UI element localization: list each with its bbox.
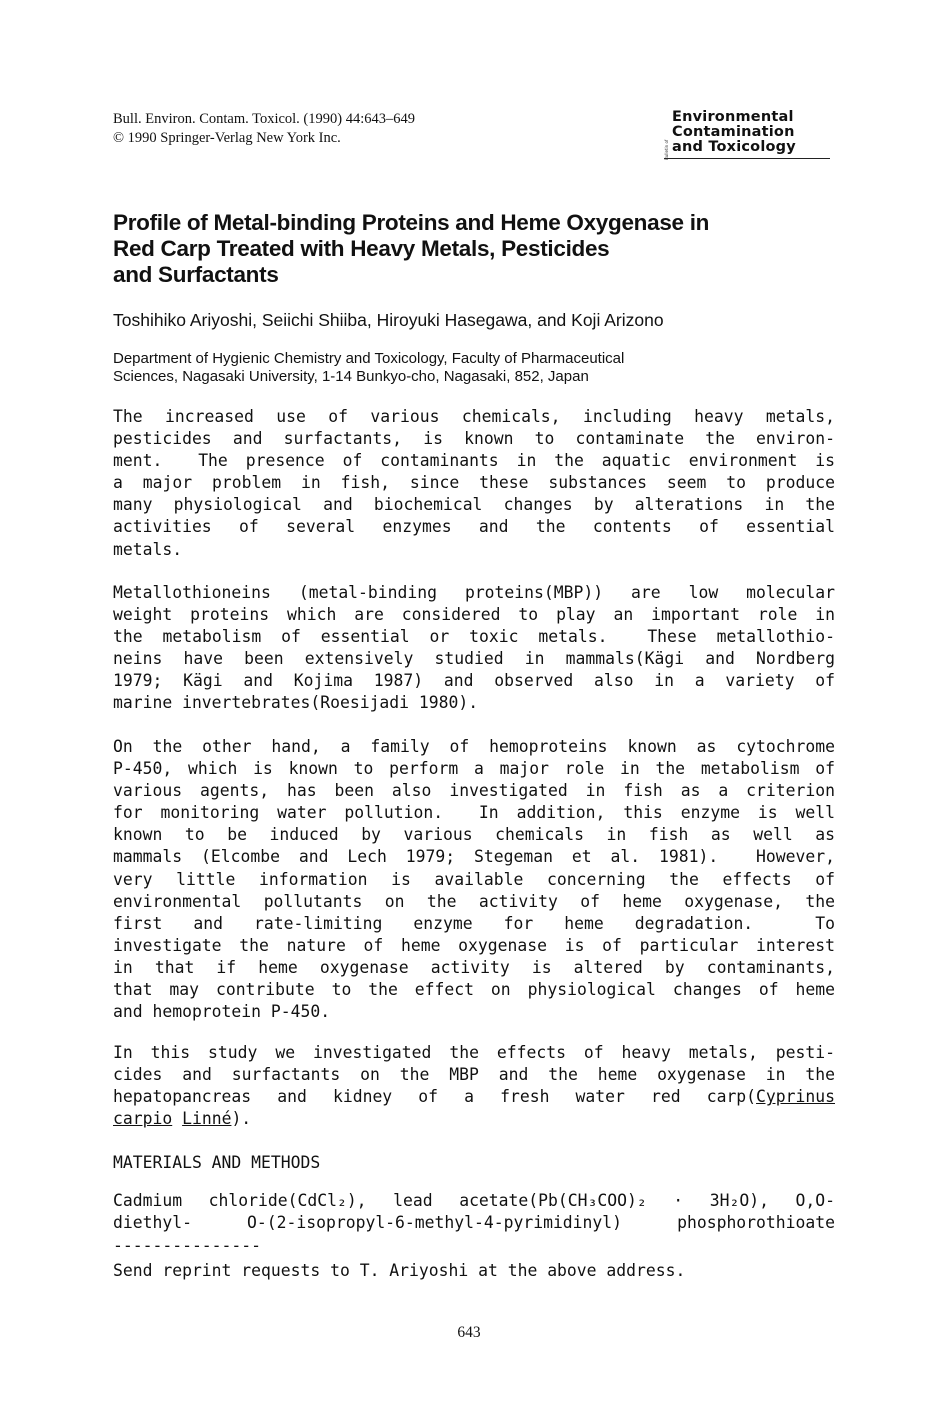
copyright-line: © 1990 Springer-Verlag New York Inc.	[113, 130, 341, 146]
text-line: 1979; Kägi and Kojima 1987) and observed also in a variety of	[113, 671, 835, 691]
text-line: neins have been extensively studied in mammals(Kägi and Nordberg	[113, 649, 835, 669]
text-line: diethyl- O-(2-isopropyl-6-methyl-4-pyrimidinyl) phosphorothioate	[113, 1213, 835, 1233]
title-line: Profile of Metal-binding Proteins and Heme Oxygenase in	[113, 210, 710, 235]
text-line: mammals (Elcombe and Lech 1979; Stegeman et al. 1981). However,	[113, 847, 835, 867]
text-line: P-450, which is known to perform a major role in the metabolism of	[113, 759, 835, 779]
citation-line: Bull. Environ. Contam. Toxicol. (1990) 44:643–649	[113, 111, 415, 127]
section-heading: MATERIALS AND METHODS	[113, 1153, 321, 1172]
affiliation	[113, 350, 833, 386]
title-line: and Surfactants	[113, 262, 279, 287]
intro-paragraph-4	[113, 1042, 835, 1130]
text-line: marine invertebrates(Roesijadi 1980).	[113, 693, 479, 713]
text-line: known to be induced by various chemicals in fish as well as	[113, 825, 835, 845]
text-line: In this study we investigated the effects of heavy metals, pesti-	[113, 1043, 835, 1062]
text-line: first and rate-limiting enzyme for heme degradation. To	[113, 913, 835, 933]
text-line-with-species	[113, 1086, 835, 1108]
text-line: for monitoring water pollution. In addition, this enzyme is well	[113, 803, 835, 823]
author-list: Toshihiko Ariyoshi, Seiichi Shiiba, Hiroyuki Hasegawa, and Koji Arizono	[113, 310, 664, 330]
journal-logo-line: Environmental	[672, 109, 794, 125]
methods-paragraph	[113, 1190, 835, 1234]
journal-logo	[664, 110, 830, 159]
intro-paragraph-3	[113, 736, 835, 1023]
text-line: cides and surfactants on the MBP and the heme oxygenase in the	[113, 1065, 835, 1085]
footnote-text: Send reprint requests to T. Ariyoshi at the above address.	[113, 1261, 686, 1280]
citation-block	[113, 110, 415, 148]
species-author: Linné	[182, 1109, 232, 1129]
text-line: that may contribute to the effect on physiological changes of heme	[113, 980, 835, 1000]
article-title	[113, 210, 833, 288]
text-line: weight proteins which are considered to play an important role in	[113, 605, 835, 625]
text-line: the metabolism of essential or toxic metals. These metallothio-	[113, 627, 835, 647]
title-line: Red Carp Treated with Heavy Metals, Pesticides	[113, 236, 610, 261]
text-line: metals.	[113, 539, 183, 559]
journal-logo-side-text: Bulletin of	[664, 139, 669, 160]
text-line: very little information is available concerning the effects of	[113, 869, 835, 889]
page-number: 643	[457, 1324, 481, 1341]
text-line: Cadmium chloride(CdCl₂), lead acetate(Pb(CH₃COO)₂ · 3H₂O), O,O-	[113, 1191, 835, 1210]
text-line: environmental pollutants on the activity of heme oxygenase, the	[113, 891, 835, 911]
affiliation-line: Department of Hygienic Chemistry and Toxicology, Faculty of Pharmaceutical	[113, 350, 625, 367]
text-line: in that if heme oxygenase activity is altered by contaminants,	[113, 957, 835, 977]
text-line: The increased use of various chemicals, including heavy metals,	[113, 407, 835, 426]
species-epithet: carpio	[113, 1109, 173, 1129]
text-fragment: hepatopancreas and kidney of a fresh water red carp(	[113, 1087, 757, 1107]
affiliation-line: Sciences, Nagasaki University, 1-14 Bunkyo-cho, Nagasaki, 852, Japan	[113, 368, 589, 385]
text-line: investigate the nature of heme oxygenase is of particular interest	[113, 935, 835, 955]
text-line: many physiological and biochemical changes by alterations in the	[113, 495, 835, 515]
species-genus: Cyprinus	[756, 1087, 835, 1107]
text-line: ment. The presence of contaminants in the aquatic environment is	[113, 451, 835, 471]
text-line-with-species	[113, 1108, 835, 1130]
journal-logo-line: and Toxicology	[672, 139, 796, 155]
footnote-rule: ---------------	[113, 1236, 262, 1255]
text-fragment: ).	[231, 1109, 252, 1129]
intro-paragraph-1	[113, 406, 835, 561]
text-line: various agents, has been also investigated in fish as a criterion	[113, 781, 835, 801]
text-line: activities of several enzymes and the contents of essential	[113, 517, 835, 537]
text-line: pesticides and surfactants, is known to contaminate the environ-	[113, 429, 835, 449]
text-line: and hemoprotein P-450.	[113, 1002, 331, 1022]
text-line: a major problem in fish, since these substances seem to produce	[113, 473, 835, 493]
intro-paragraph-2	[113, 582, 835, 715]
journal-logo-line: Contamination	[672, 124, 795, 140]
text-line: Metallothioneins (metal-binding proteins(MBP)) are low molecular	[113, 583, 835, 602]
text-line: On the other hand, a family of hemoproteins known as cytochrome	[113, 737, 835, 756]
